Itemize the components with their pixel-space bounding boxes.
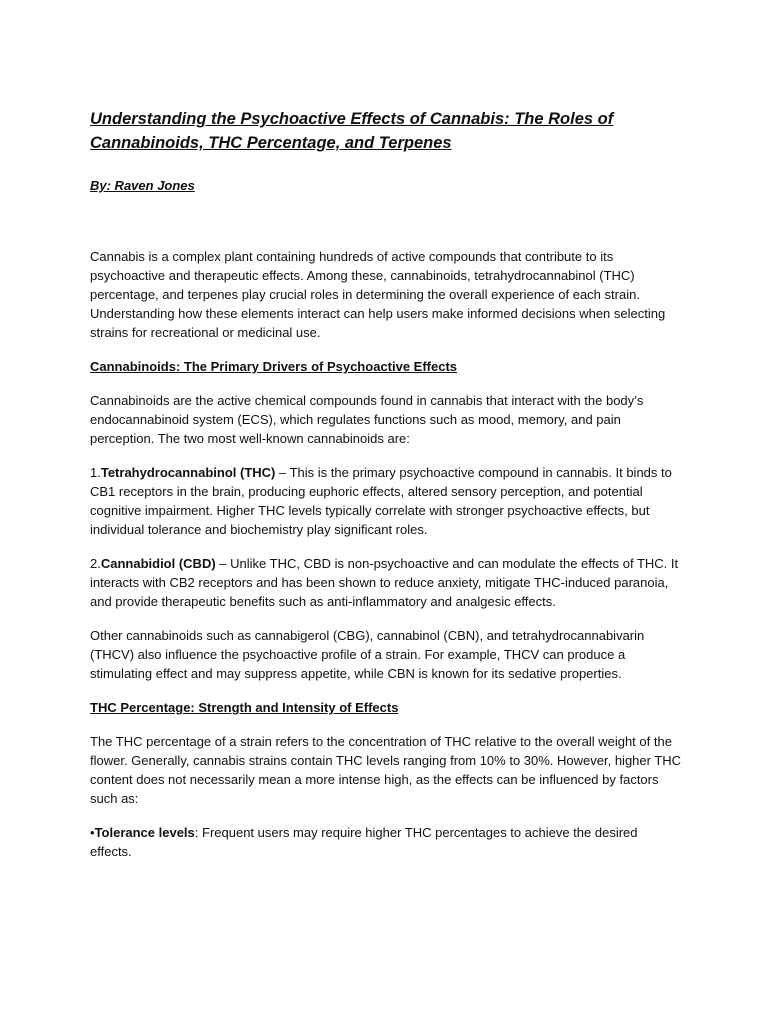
other-cannabinoids-paragraph: Other cannabinoids such as cannabigerol (CBG), cannabinol (CBN), and tetrahydrocannabivarin (THCV) also influence the psychoactive profile of a strain. For example, THCV can produce a stimulating effect and may suppress appetite, while CBN is known for its sedative properties.: [90, 628, 645, 681]
list-number: 2.: [90, 556, 101, 571]
intro-paragraph: Cannabis is a complex plant containing hundreds of active compounds that contribute to its psychoactive and therapeutic effects. Among these, cannabinoids, tetrahydrocannabinol (THC) percentage, and terpenes play crucial roles in determining the overall experience of each strain. Understanding how these elements interact can help users make informed decisions when selecting strains for recreational or medicinal use.: [90, 249, 666, 340]
author-byline: By: Raven Jones: [90, 178, 195, 193]
bullet-glyph: •: [90, 825, 95, 840]
section-heading-thc-percentage: THC Percentage: Strength and Intensity of Effects: [90, 700, 399, 715]
section-heading-cannabinoids: Cannabinoids: The Primary Drivers of Psychoactive Effects: [90, 359, 458, 374]
list-item-thc: [90, 463, 682, 539]
list-term: Tetrahydrocannabinol (THC): [100, 465, 276, 480]
list-term: Cannabidiol (CBD): [100, 556, 216, 571]
thc-percentage-paragraph: The THC percentage of a strain refers to the concentration of THC relative to the overall weight of the flower. Generally, cannabis strains contain THC levels ranging from 10% to 30%. However, higher THC content does not necessarily mean a more intense high, as the effects can be influenced by factors such as:: [90, 734, 682, 806]
document-title: Understanding the Psychoactive Effects of Cannabis: The Roles of Cannabinoids, THC Percentage, and Terpenes: [90, 110, 614, 152]
bullet-item-tolerance: [90, 823, 682, 861]
list-text: – Unlike THC, CBD is non-psychoactive and can modulate the effects of THC. It interacts with CB2 receptors and has been shown to reduce anxiety, mitigate THC-induced paranoia, and provide therapeutic benefits such as anti-inflammatory and analgesic effects.: [90, 556, 679, 609]
list-number: 1.: [90, 465, 101, 480]
cannabinoids-paragraph: Cannabinoids are the active chemical compounds found in cannabis that interact with the body’s endocannabinoid system (ECS), which regulates functions such as mood, memory, and pain perception. The two most well-known cannabinoids are:: [90, 393, 644, 446]
list-text: – This is the primary psychoactive compound in cannabis. It binds to CB1 receptors in the brain, producing euphoric effects, altered sensory perception, and potential cognitive impairment. Higher THC levels typically correlate with stronger psychoactive effects, but individual tolerance and biochemistry play significant roles.: [90, 465, 672, 537]
bullet-text: : Frequent users may require higher THC percentages to achieve the desired effects.: [90, 825, 638, 859]
list-item-cbd: [90, 554, 682, 611]
bullet-term: Tolerance levels: [94, 825, 195, 840]
document-page: [90, 107, 682, 861]
